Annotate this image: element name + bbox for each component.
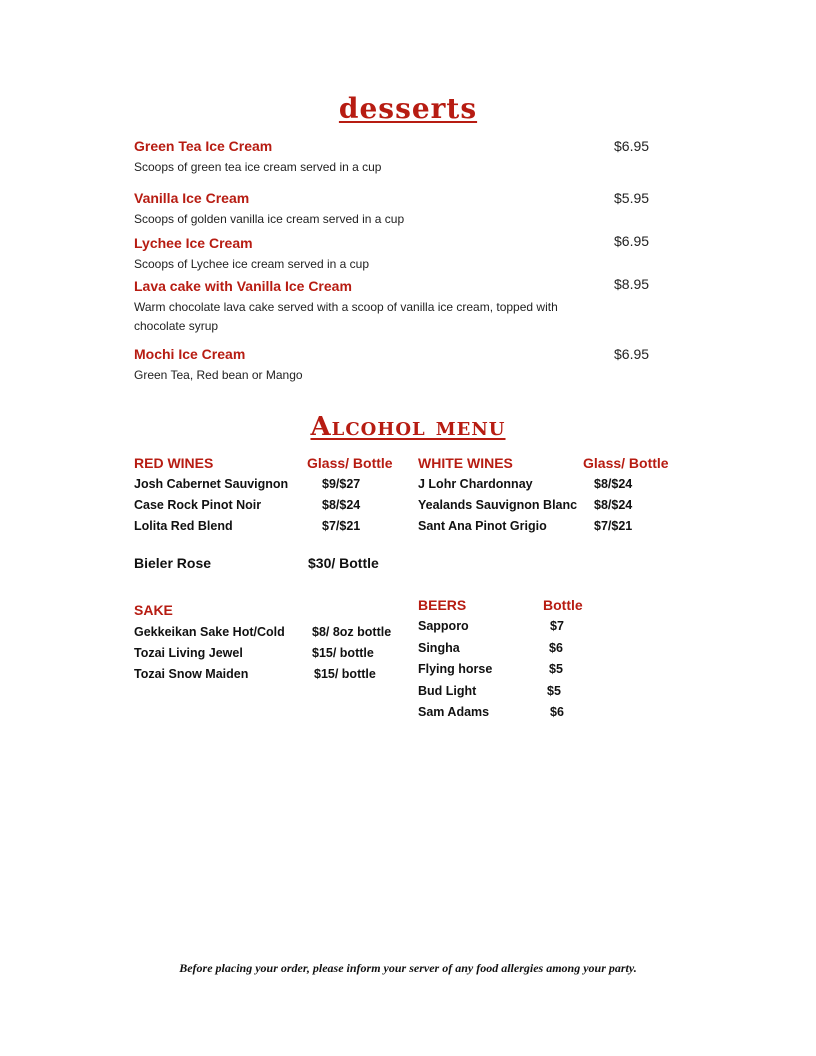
dessert-name: Vanilla Ice Cream	[134, 190, 250, 206]
red-wine-price: $9/$27	[322, 477, 361, 491]
white-wine-price: $8/$24	[594, 477, 633, 491]
dessert-price: $6.95	[614, 346, 650, 362]
dessert-description: Green Tea, Red bean or Mango	[134, 368, 303, 382]
sake-price: $15/ bottle	[312, 646, 374, 660]
dessert-price: $5.95	[614, 190, 650, 206]
white-wine-name: Yealands Sauvignon Blanc	[418, 498, 578, 512]
beer-name: Flying horse	[418, 662, 493, 676]
red-wines-price-heading: Glass/ Bottle	[307, 455, 393, 471]
red-wine-name: Lolita Red Blend	[134, 519, 233, 533]
white-wines-price-heading: Glass/ Bottle	[583, 455, 669, 471]
red-wine-name: Case Rock Pinot Noir	[134, 498, 262, 512]
dessert-description: Scoops of golden vanilla ice cream served in a cup	[134, 212, 405, 226]
rose-price: $30/ Bottle	[308, 555, 379, 571]
white-wine-name: Sant Ana Pinot Grigio	[418, 519, 547, 533]
sake-name: Tozai Snow Maiden	[134, 667, 249, 681]
dessert-name: Lava cake with Vanilla Ice Cream	[134, 278, 352, 294]
beer-price: $5	[547, 684, 561, 698]
beer-price: $6	[549, 641, 563, 655]
white-wine-name: J Lohr Chardonnay	[418, 477, 533, 491]
red-wine-name: Josh Cabernet Sauvignon	[134, 477, 289, 491]
sake-heading: SAKE	[134, 602, 173, 618]
beer-price: $6	[550, 705, 564, 719]
sake-price: $8/ 8oz bottle	[312, 625, 392, 639]
dessert-description: Warm chocolate lava cake served with a scoop of vanilla ice cream, topped with chocolate syrup	[134, 300, 558, 333]
white-wines-heading: WHITE WINES	[418, 455, 513, 471]
dessert-price: $6.95	[614, 138, 650, 154]
red-wine-price: $7/$21	[322, 519, 361, 533]
rose-name: Bieler Rose	[134, 555, 212, 571]
dessert-name: Lychee Ice Cream	[134, 235, 253, 251]
beer-name: Sapporo	[418, 619, 469, 633]
beers-heading: BEERS	[418, 597, 467, 613]
red-wine-price: $8/$24	[322, 498, 361, 512]
dessert-description: Scoops of Lychee ice cream served in a cup	[134, 257, 370, 271]
sake-name: Tozai Living Jewel	[134, 646, 243, 660]
desserts-heading: desserts	[338, 92, 478, 125]
allergy-notice: Before placing your order, please inform your server of any food allergies among your party.	[179, 961, 637, 975]
white-wine-price: $7/$21	[594, 519, 633, 533]
beer-name: Singha	[418, 641, 460, 655]
alcohol-menu-heading: Alcohol menu	[310, 412, 506, 442]
sake-name: Gekkeikan Sake Hot/Cold	[134, 625, 285, 639]
sake-price: $15/ bottle	[314, 667, 376, 681]
dessert-name: Mochi Ice Cream	[134, 346, 246, 362]
beers-price-heading: Bottle	[543, 597, 583, 613]
white-wine-price: $8/$24	[594, 498, 633, 512]
beer-price: $5	[549, 662, 563, 676]
dessert-name: Green Tea Ice Cream	[134, 138, 273, 154]
beer-price: $7	[550, 619, 564, 633]
beer-name: Bud Light	[418, 684, 477, 698]
dessert-description: Scoops of green tea ice cream served in a cup	[134, 160, 382, 174]
dessert-price: $6.95	[614, 233, 650, 249]
dessert-price: $8.95	[614, 276, 650, 292]
red-wines-heading: RED WINES	[134, 455, 214, 471]
beer-name: Sam Adams	[418, 705, 490, 719]
